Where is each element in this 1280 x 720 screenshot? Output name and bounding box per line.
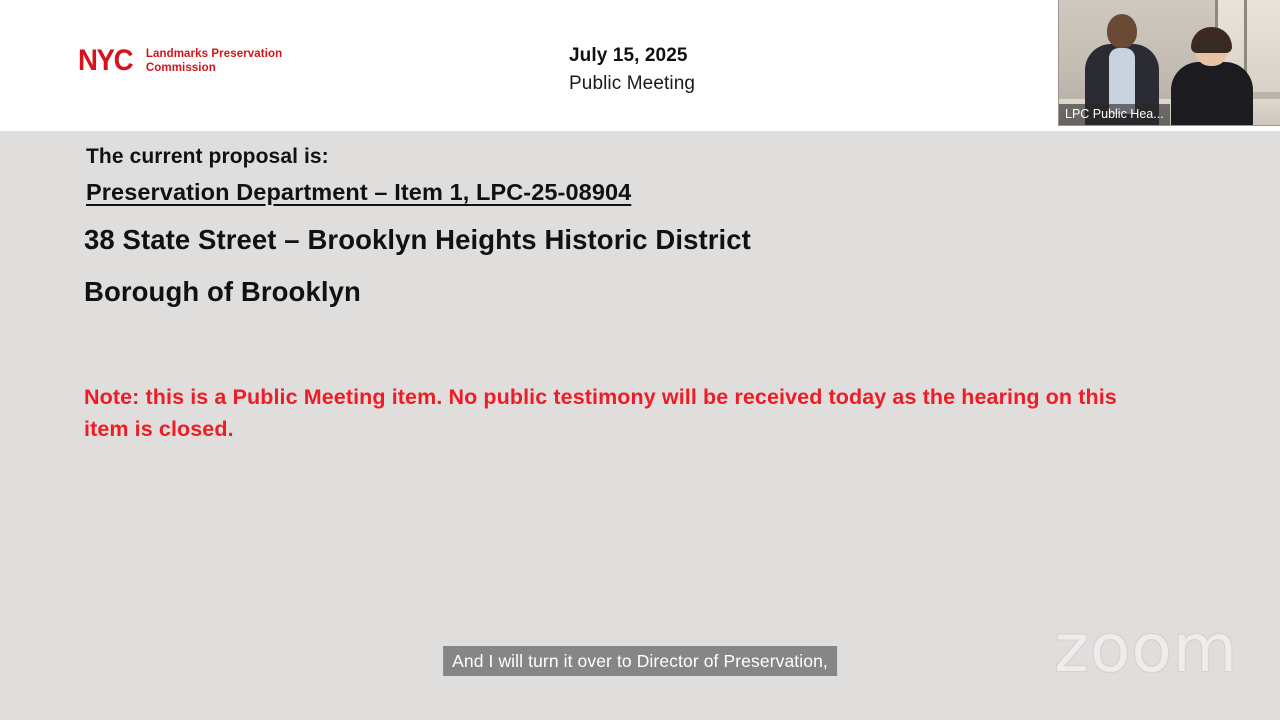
meeting-type: Public Meeting (569, 73, 696, 94)
lpc-wordmark-line2: Commission (145, 61, 216, 74)
lpc-wordmark (146, 48, 282, 75)
nyc-logo-mark: NYC (78, 44, 133, 77)
proposal-address: 38 State Street – Brooklyn Heights Historic District (84, 224, 751, 255)
participant-name-label: LPC Public Hea... (1059, 104, 1170, 125)
nyc-lpc-logo (78, 46, 282, 76)
proposal-intro-text: The current proposal is: (86, 145, 329, 168)
proposal-borough: Borough of Brooklyn (84, 276, 361, 307)
meeting-date: July 15, 2025 (569, 45, 688, 66)
public-meeting-note: Note: this is a Public Meeting item. No public testimony will be received today as the hearing on this item is closed. (84, 385, 1117, 441)
proposal-item-title: Preservation Department – Item 1, LPC-25-08904 (86, 179, 632, 205)
participant-person-right (1171, 30, 1253, 125)
zoom-watermark: zoom (1054, 610, 1238, 687)
slide-body (0, 131, 1280, 720)
lpc-wordmark-line1: Landmarks Preservation (145, 48, 283, 60)
live-caption: And I will turn it over to Director of Preservation, (443, 646, 837, 676)
participant-video-thumbnail[interactable] (1058, 0, 1280, 126)
